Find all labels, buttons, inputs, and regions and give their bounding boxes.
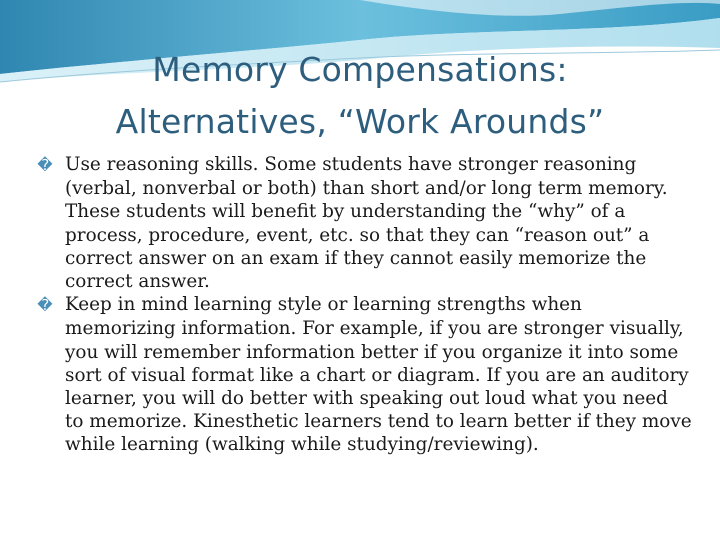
title-line-1: Memory Compensations: [152,50,568,89]
title-line-2: Alternatives, “Work Arounds” [115,102,605,141]
bullet-list [30,153,692,457]
bullet-text: Use reasoning skills. Some students have stronger reasoning (verbal, nonverbal or both) than short and/or long term memory. These students will benefit by understanding the “why” of a process, procedure, event, etc. so that they can “reason out” a correct answer on an exam if they cannot easily memorize the correct answer. [65,154,668,293]
slide-title [40,44,680,148]
bullet-marker-icon: � [37,296,53,315]
bullet-item-reasoning [30,153,692,293]
bullet-marker-icon: � [37,156,53,174]
bullet-item-learning-style [30,293,692,456]
bullet-text: Keep in mind learning style or learning strengths when memorizing information. For example, if you are stronger visually, you will remember information better if you organize it into some sort of visual format like a chart or diagram. If you are an auditory learner, you will do better with speaking out loud what you need to memorize. Kinesthetic learners tend to learn better if they move while learning (walking while studying/reviewing). [65,294,692,456]
